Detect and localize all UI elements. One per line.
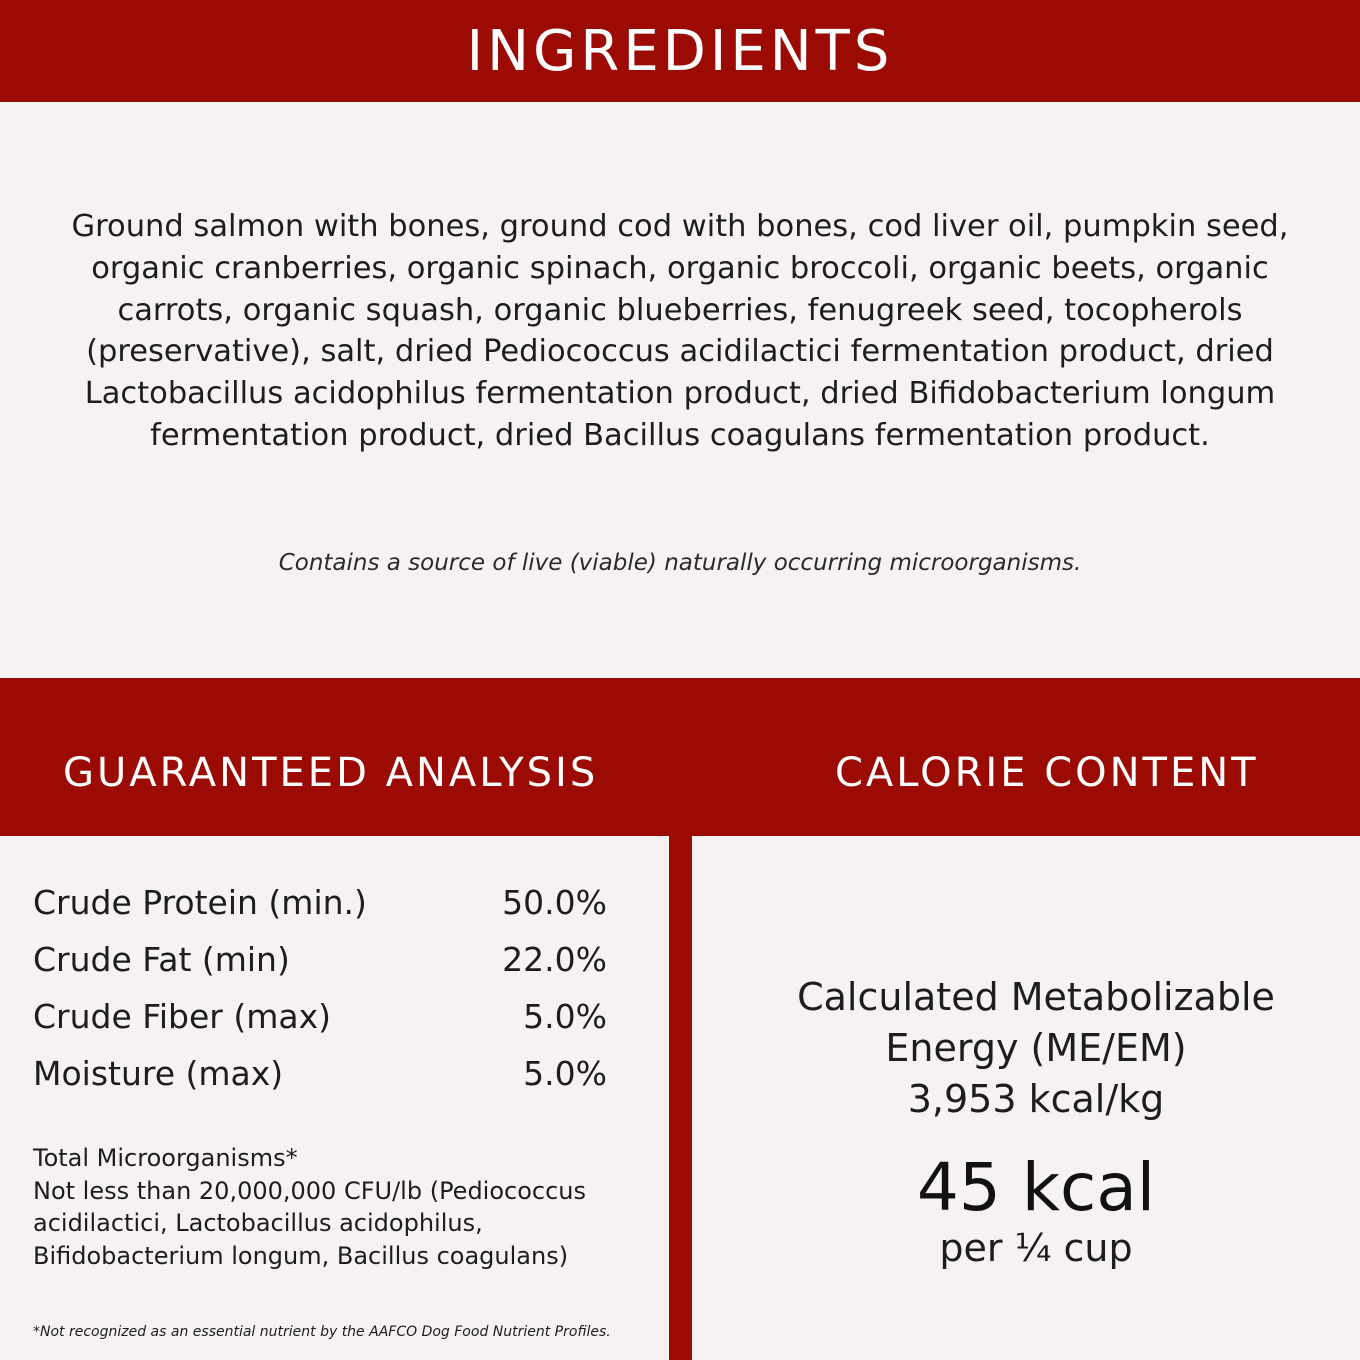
ingredients-line: organic cranberries, organic spinach, organic broccoli, organic beets, organic xyxy=(91,250,1269,286)
calorie-content-title: CALORIE CONTENT xyxy=(835,750,1259,796)
energy-line: Energy (ME/EM) xyxy=(885,1026,1187,1070)
microorganisms-line: acidilactici, Lactobacillus acidophilus, xyxy=(33,1209,483,1237)
guaranteed-analysis-title: GUARANTEED ANALYSIS xyxy=(63,750,599,796)
ingredients-line: carrots, organic squash, organic blueberries, fenugreek seed, tocopherols xyxy=(117,292,1243,328)
ingredients-header xyxy=(0,0,1360,102)
microorganisms-line: Total Microorganisms* xyxy=(33,1144,298,1172)
analysis-row-fat xyxy=(33,938,607,982)
ingredients-section xyxy=(0,102,1360,678)
analysis-row-name: Crude Protein (min.) xyxy=(33,883,367,922)
analysis-row-fiber xyxy=(33,995,607,1039)
analysis-row-name: Crude Fiber (max) xyxy=(33,997,331,1036)
analysis-row-name: Crude Fat (min) xyxy=(33,940,290,979)
energy-line: 3,953 kcal/kg xyxy=(907,1077,1165,1121)
microorganisms-line: Bifidobacterium longum, Bacillus coagulans) xyxy=(33,1241,569,1270)
ingredients-line: Ground salmon with bones, ground cod with bones, cod liver oil, pumpkin seed, xyxy=(71,209,1289,244)
ingredients-title: INGREDIENTS xyxy=(466,19,894,84)
analysis-row-value: 50.0% xyxy=(502,883,607,922)
ingredients-list xyxy=(40,206,1320,457)
analysis-row-value: 5.0% xyxy=(523,997,607,1036)
metabolizable-energy xyxy=(692,972,1360,1125)
ingredients-line: fermentation product, dried Bacillus coagulans fermentation product. xyxy=(150,417,1210,453)
aafco-footnote: *Not recognized as an essential nutrient by the AAFCO Dog Food Nutrient Profiles. xyxy=(33,1324,611,1340)
ingredients-line: (preservative), salt, dried Pediococcus acidilactici fermentation product, dried xyxy=(86,334,1274,370)
kcal-per-serving: 45 kcal xyxy=(916,1149,1156,1226)
ingredients-line: Lactobacillus acidophilus fermentation product, dried Bifidobacterium longum xyxy=(84,376,1276,412)
microorganisms-line: Not less than 20,000,000 CFU/lb (Pediococcus xyxy=(33,1176,587,1205)
analysis-row-protein xyxy=(33,881,607,925)
analysis-row-value: 22.0% xyxy=(502,940,607,979)
calorie-content-panel xyxy=(692,836,1360,1360)
analysis-row-value: 5.0% xyxy=(523,1054,607,1093)
microorganisms-note: Contains a source of live (viable) naturally occurring microorganisms. xyxy=(278,550,1082,576)
analysis-row-name: Moisture (max) xyxy=(33,1054,284,1093)
serving-size: per ¼ cup xyxy=(939,1226,1133,1270)
analysis-row-moisture xyxy=(33,1052,607,1096)
guaranteed-analysis-panel xyxy=(0,836,669,1360)
total-microorganisms xyxy=(33,1142,643,1272)
energy-line: Calculated Metabolizable xyxy=(797,975,1275,1019)
